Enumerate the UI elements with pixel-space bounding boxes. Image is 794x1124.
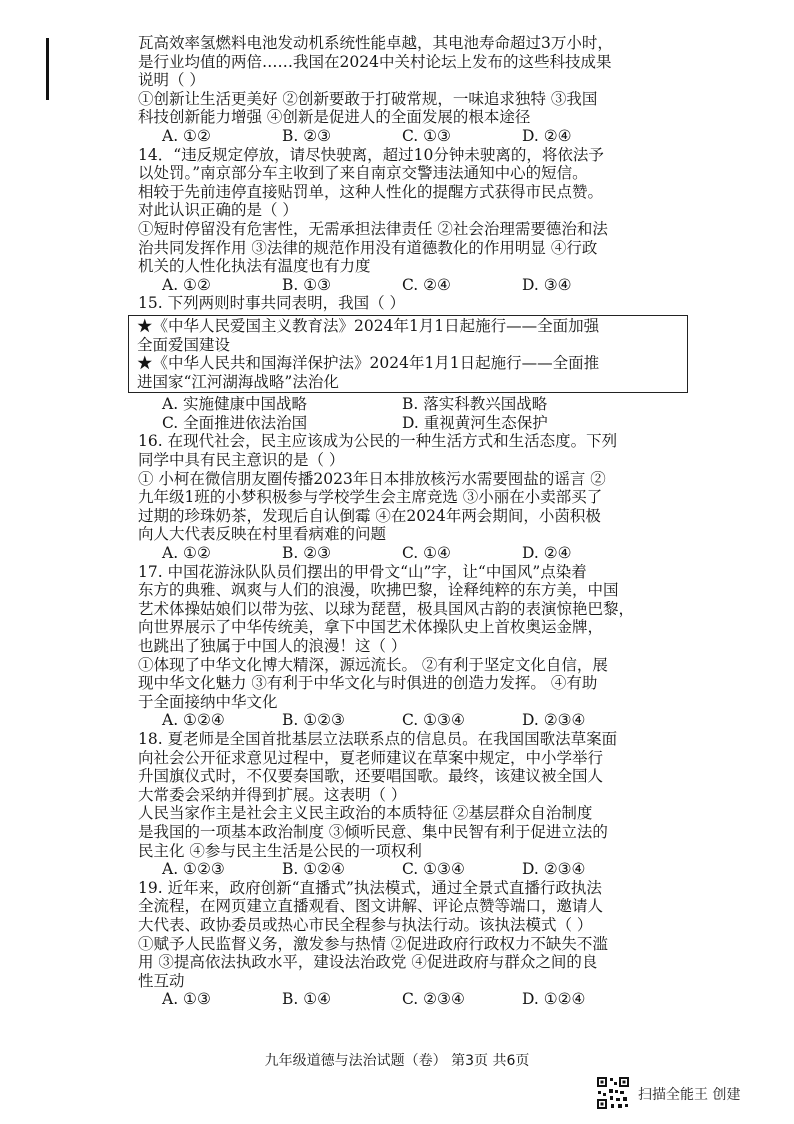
q18-option-d: D. ②③④	[522, 860, 586, 879]
q14-line: 以处罚。”南京部分车主收到了来自南京交警违法通知中心的短信。	[138, 164, 588, 183]
q14-options	[138, 276, 678, 295]
q19-option-b: B. ①④	[282, 990, 332, 1009]
q17-line: ①体现了中华文化博大精深，源远流长。 ②有利于坚定文化自信，展	[138, 655, 608, 674]
q19-option-d: D. ①②④	[522, 990, 586, 1009]
q14-line: 相较于先前违停直接贴罚单，这种人性化的提醒方式获得市民点赞。	[138, 182, 604, 201]
q19-option-c: C. ②③④	[402, 990, 465, 1009]
q13-line: 说明（ ）	[138, 71, 205, 90]
q19-line: 大代表、政协委员或热心市民全程参与执法行动。该执法模式（ ）	[138, 915, 593, 934]
q14-option-a: A. ①②	[162, 275, 211, 294]
q16-line: ① 小柯在微信朋友圈传播2023年日本排放核污水需要囤盐的谣言 ②	[138, 469, 606, 488]
q14-line: 机关的人性化执法有温度也有力度	[138, 257, 371, 276]
q17-line: 17. 中国花游泳队队员们摆出的甲骨文“山”字，让“中国风”点染着	[138, 562, 587, 581]
q14-line: 治共同发挥作用 ③法律的规范作用没有道德教化的作用明显 ④行政	[138, 238, 598, 257]
question-13-tail	[138, 34, 678, 146]
q15-option-d: D. 重视黄河生态保护	[402, 413, 548, 432]
q19-line: 用 ③提高依法执政水平，建设法治政党 ④促进政府与群众之间的良	[138, 953, 598, 972]
q19-option-a: A. ①③	[162, 990, 211, 1009]
q15-news-box	[128, 315, 688, 393]
q18-options	[138, 860, 678, 879]
q17-line: 于全面接纳中华文化	[138, 692, 278, 711]
q16-options	[138, 544, 678, 563]
q19-line: ①赋予人民监督义务，激发参与热情 ②促进政府行政权力不缺失不滥	[138, 934, 608, 953]
question-16	[138, 432, 678, 562]
q17-options	[138, 711, 678, 730]
q18-line: 升国旗仪式时，不仅要奏国歌，还要唱国歌。最终，该建议被全国人	[138, 767, 604, 786]
question-18	[138, 730, 678, 879]
q16-line: 九年级1班的小梦积极参与学校学生会主席竞选 ③小丽在小卖部买了	[138, 488, 603, 507]
q17-option-b: B. ①②③	[282, 711, 345, 730]
q13-line: 科技创新能力增强 ④创新是促进人的全面发展的根本途径	[138, 108, 531, 127]
q16-option-b: B. ②③	[282, 544, 332, 563]
q13-option-a: A. ①②	[162, 126, 211, 145]
q15-option-a: A. 实施健康中国战略	[162, 395, 308, 414]
q13-line: 瓦高效率氢燃料电池发动机系统性能卓越，其电池寿命超过3万小时，	[138, 34, 613, 52]
q14-option-c: C. ②④	[402, 275, 451, 294]
q15-box-line: ★《中华人民共和国海洋保护法》2024年1月1日起施行——全面推	[137, 354, 600, 373]
q19-line: 19. 近年来，政府创新“直播式”执法模式，通过全景式直播行政执法	[138, 878, 602, 897]
q14-option-b: B. ①③	[282, 275, 332, 294]
q15-box-line: 进国家“江河湖海战略”法治化	[137, 372, 339, 391]
q15-options	[138, 395, 678, 432]
q19-options	[138, 990, 678, 1009]
q15-option-c: C. 全面推进依法治国	[162, 413, 308, 432]
q18-option-b: B. ①②④	[282, 860, 345, 879]
q17-line: 东方的典雅、飒爽与人们的浪漫，吹拂巴黎，诠释纯粹的东方美，中国	[138, 581, 619, 600]
q13-options	[138, 127, 678, 146]
q13-line: ①创新让生活更美好 ②创新要敢于打破常规，一味追求独特 ③我国	[138, 89, 598, 108]
q19-line: 性互动	[138, 971, 185, 990]
q16-option-d: D. ②④	[522, 544, 572, 563]
q17-line: 向世界展示了中华传统美，拿下中国艺术体操队史上首枚奥运金牌，	[138, 618, 604, 637]
q18-option-c: C. ①③④	[402, 860, 465, 879]
q17-line: 艺术体操姑娘们以带为弦、以球为琵琶，极具国风古韵的表演惊艳巴黎，	[138, 599, 635, 618]
q16-line: 同学中具有民主意识的是（ ）	[138, 451, 345, 470]
q14-line: ①短时停留没有危害性，无需承担法律责任 ②社会治理需要德治和法	[138, 219, 608, 238]
q15-box-line: ★《中华人民爱国主义教育法》2024年1月1日起施行——全面加强	[137, 316, 600, 335]
q15-option-b: B. 落实科教兴国战略	[402, 395, 548, 414]
q16-line: 向人大代表反映在村里看病难的问题	[138, 525, 387, 544]
q15-stem: 15. 下列两则时事共同表明，我国（ ）	[138, 294, 406, 313]
q16-option-c: C. ①④	[402, 544, 451, 563]
q18-line: 民主化 ④参与民主生活是公民的一项权利	[138, 841, 422, 860]
q18-line: 18. 夏老师是全国首批基层立法联系点的信息员。在我国国歌法草案面	[138, 729, 618, 748]
q18-line: 向社会公开征求意见过程中，夏老师建议在草案中规定，中小学举行	[138, 748, 604, 767]
q18-line: 大常委会采纳并得到扩展。这表明（ ）	[138, 785, 407, 804]
q17-line: 也跳出了独属于中国人的浪漫！这（ ）	[138, 637, 407, 655]
qr-code-icon	[596, 1076, 630, 1110]
q17-option-d: D. ②③④	[522, 711, 586, 730]
q14-line: 对此认识正确的是（ ）	[138, 201, 298, 220]
page-footer: 九年级道德与法治试题（卷） 第3页 共6页	[264, 1053, 530, 1069]
exam-content	[138, 34, 678, 1009]
q13-option-b: B. ②③	[282, 126, 332, 145]
question-15	[138, 294, 678, 432]
q17-option-c: C. ①③④	[402, 711, 465, 730]
q13-option-c: C. ①③	[402, 126, 451, 145]
question-17	[138, 563, 678, 730]
q19-line: 全流程，在网页建立直播观看、图文讲解、评论点赞等端口，邀请人	[138, 897, 604, 916]
q17-option-a: A. ①②④	[162, 711, 225, 730]
q13-option-d: D. ②④	[522, 126, 572, 145]
q18-line: 是我国的一项基本政治制度 ③倾听民意、集中民智有利于促进立法的	[138, 822, 608, 841]
question-19	[138, 879, 678, 1009]
q18-option-a: A. ①②③	[162, 860, 225, 879]
scanner-watermark-label: 扫描全能王 创建	[638, 1087, 741, 1103]
q18-line: 人民当家作主是社会主义民主政治的本质特征 ②基层群众自治制度	[138, 804, 593, 823]
q16-option-a: A. ①②	[162, 544, 211, 563]
q14-line: 14．“违反规定停放，请尽快驶离，超过10分钟未驶离的，将依法予	[138, 145, 604, 164]
scan-margin-mark	[46, 38, 49, 100]
q16-line: 16. 在现代社会，民主应该成为公民的一种生活方式和生活态度。下列	[138, 432, 618, 451]
q16-line: 过期的珍珠奶茶，发现后自认倒霉 ④在2024年两会期间，小茵积极	[138, 506, 601, 525]
q15-box-line: 全面爱国建设	[137, 335, 231, 354]
q13-line: 是行业均值的两倍……我国在2024中关村论坛上发布的这些科技成果	[138, 52, 612, 71]
question-14	[138, 146, 678, 295]
q14-option-d: D. ③④	[522, 275, 572, 294]
q17-line: 现中华文化魅力 ③有利于中华文化与时俱进的创造力发挥。 ④有助	[138, 674, 598, 693]
